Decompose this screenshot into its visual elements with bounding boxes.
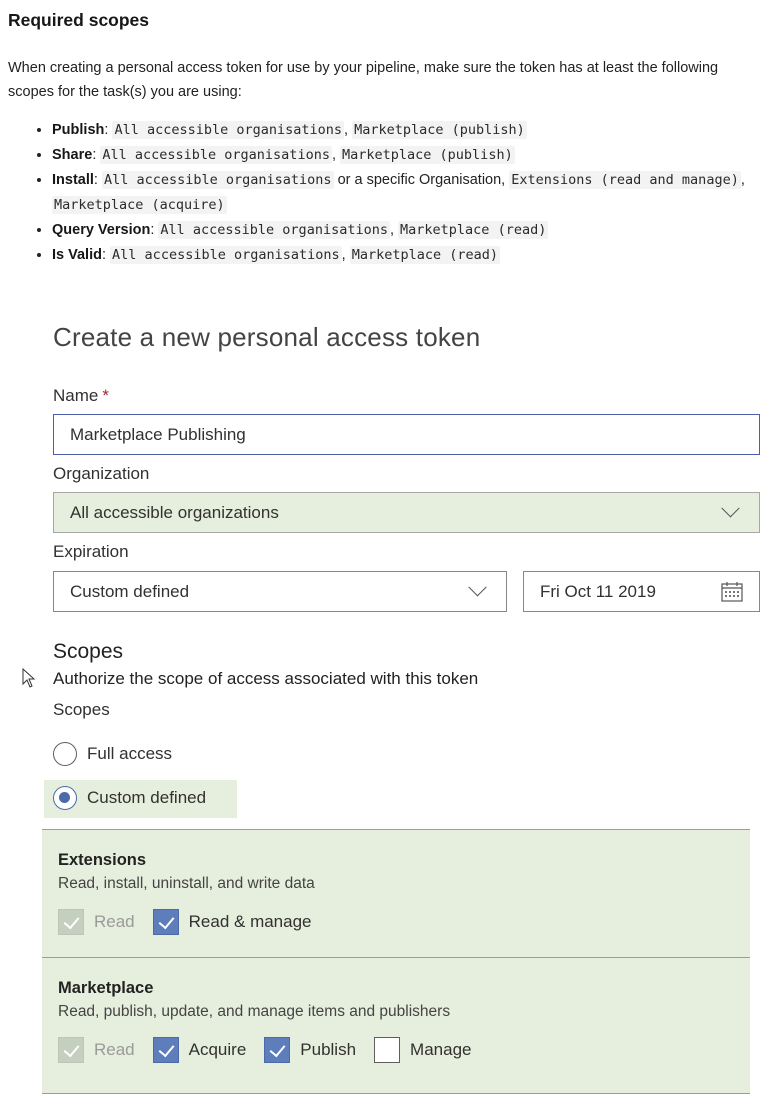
organization-value: All accessible organizations (70, 502, 279, 522)
checkbox-publish[interactable] (264, 1037, 290, 1063)
separator: , (389, 222, 399, 238)
expiration-value: Custom defined (70, 581, 190, 601)
item-label: Query Version (52, 222, 151, 238)
check-row (58, 1037, 489, 1063)
mouse-cursor-icon (22, 668, 36, 688)
code-span: All accessible organisations (114, 122, 343, 138)
item-label: Is Valid (52, 247, 102, 263)
organization-label: Organization (53, 464, 150, 483)
middle-text: or a specific Organisation, (333, 172, 510, 188)
list-item: • Publish: All accessible organisations , Marketplace (publish) (52, 118, 775, 143)
expiration-date-picker[interactable] (523, 571, 760, 612)
chevron-down-icon (721, 499, 739, 517)
separator: , (341, 247, 350, 263)
checkbox-read (58, 909, 84, 935)
code-span: Marketplace (read) (351, 247, 498, 263)
radio-label: Full access (87, 744, 173, 763)
checkbox-acquire[interactable] (153, 1037, 179, 1063)
code-span: Marketplace (acquire) (54, 197, 225, 213)
date-value: Fri Oct 11 2019 (540, 581, 656, 601)
radio-label: Custom defined (87, 788, 207, 807)
radio-full-access[interactable] (53, 742, 172, 766)
code-span: All accessible organisations (102, 147, 330, 163)
checkbox-label: Read (94, 1040, 135, 1059)
form-title: Create a new personal access token (53, 322, 481, 352)
checkbox-read-manage[interactable] (153, 909, 179, 935)
section-title: Marketplace (58, 979, 154, 997)
checkbox-label: Publish (300, 1040, 357, 1059)
item-label: Publish (52, 122, 105, 138)
doc-intro: When creating a personal access token for use by your pipeline, make sure the token has at least the following scopes for the task(s) you are using: (8, 60, 719, 100)
code-span: Marketplace (publish) (354, 122, 525, 138)
code-span: All accessible organisations (160, 222, 388, 238)
doc-heading: Required scopes (8, 10, 150, 30)
required-mark: * (102, 386, 109, 405)
checkbox-read (58, 1037, 84, 1063)
radio-custom-defined[interactable] (53, 786, 206, 810)
section-description: Read, install, uninstall, and write data (58, 875, 315, 892)
section-title: Extensions (58, 851, 147, 869)
list-item: • Share: All accessible organisations , Marketplace (publish) (52, 143, 775, 168)
checkbox-label: Manage (410, 1040, 472, 1059)
list-item: • Query Version: All accessible organisations , Marketplace (read) (52, 218, 775, 243)
section-description: Read, publish, update, and manage items and publishers (58, 1003, 451, 1020)
item-label: Share (52, 147, 93, 163)
organization-dropdown[interactable] (53, 492, 760, 533)
scopes-description: Authorize the scope of access associated with this token (53, 669, 479, 688)
scopes-sublabel: Scopes (53, 700, 110, 719)
expiration-dropdown[interactable] (53, 571, 507, 612)
item-label: Install (52, 172, 94, 188)
checkbox-label: Read & manage (188, 912, 312, 931)
checkbox-manage[interactable] (374, 1037, 400, 1063)
code-span: Marketplace (read) (400, 222, 547, 238)
separator: , (344, 122, 353, 138)
code-span: All accessible organisations (112, 247, 340, 263)
code-span: Extensions (read and manage) (511, 172, 739, 188)
radio-button[interactable] (53, 786, 77, 810)
code-span: Marketplace (publish) (342, 147, 513, 163)
separator: , (331, 147, 341, 163)
calendar-icon[interactable] (721, 582, 743, 602)
list-item: • Is Valid: All accessible organisations , Marketplace (read) (52, 243, 775, 268)
name-label (53, 386, 109, 406)
name-input[interactable] (53, 414, 760, 455)
expiration-label: Expiration (53, 542, 129, 561)
scope-section-extensions (42, 829, 750, 957)
checkbox-label: Acquire (188, 1040, 247, 1059)
scopes-title: Scopes (53, 640, 124, 663)
code-span: All accessible organisations (103, 172, 332, 188)
name-label-text: Name (53, 386, 99, 405)
chevron-down-icon (468, 578, 486, 596)
check-row (58, 909, 330, 935)
scope-list (28, 118, 775, 268)
checkbox-label: Read (94, 912, 135, 931)
scope-section-marketplace (42, 957, 750, 1094)
radio-button[interactable] (53, 742, 77, 766)
separator: , (740, 172, 745, 188)
list-item: • Install: All accessible organisations or a specific Organisation, Extensions (read and manage) , Marketplace (acquire) (52, 168, 775, 218)
